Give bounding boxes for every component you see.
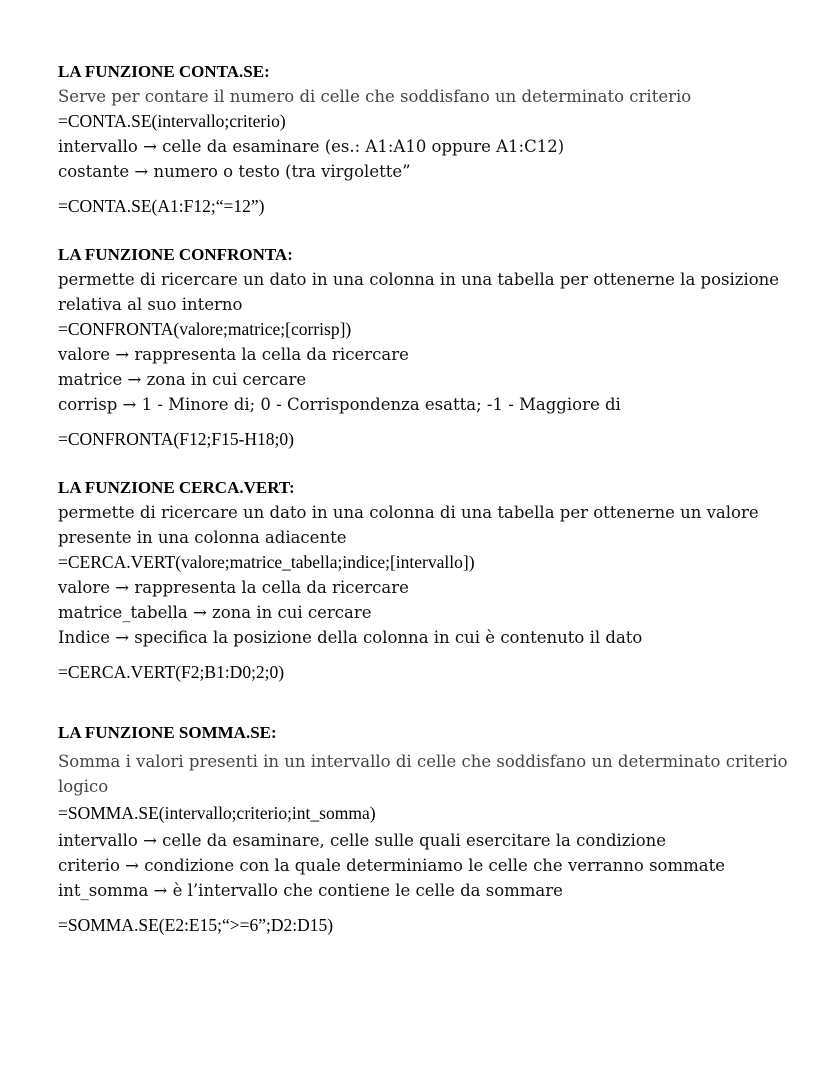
syntax-line: =CERCA.VERT(valore;matrice_tabella;indice;[intervallo]) bbox=[58, 552, 475, 572]
param-line: criterio → condizione con la quale determiniamo le celle che verranno sommate bbox=[58, 856, 726, 875]
param-line: costante → numero o testo (tra virgolette” bbox=[58, 162, 411, 181]
section-cerca-vert bbox=[58, 476, 798, 685]
document-page bbox=[58, 60, 798, 938]
param-line: int_somma → è l’intervallo che contiene le celle da sommare bbox=[58, 881, 563, 900]
example-formula: =CERCA.VERT(F2;B1:D0;2;0) bbox=[58, 662, 285, 682]
section-description: permette di ricercare un dato in una colonna in una tabella per ottenerne la posizione relativa al suo interno bbox=[58, 270, 780, 314]
example-formula: =CONFRONTA(F12;F15-H18;0) bbox=[58, 429, 294, 449]
section-heading: LA FUNZIONE CONFRONTA: bbox=[58, 245, 293, 264]
syntax-line: =CONTA.SE(intervallo;criterio) bbox=[58, 111, 286, 131]
syntax-line: =SOMMA.SE(intervallo;criterio;int_somma) bbox=[58, 803, 376, 823]
param-line: matrice_tabella → zona in cui cercare bbox=[58, 603, 372, 622]
section-heading: LA FUNZIONE CERCA.VERT: bbox=[58, 478, 295, 497]
param-line: corrisp → 1 - Minore di; 0 - Corrispondenza esatta; -1 - Maggiore di bbox=[58, 395, 621, 414]
param-line: intervallo → celle da esaminare (es.: A1:A10 oppure A1:C12) bbox=[58, 137, 565, 156]
example-formula: =SOMMA.SE(E2:E15;“>=6”;D2:D15) bbox=[58, 915, 334, 935]
section-description: permette di ricercare un dato in una colonna di una tabella per ottenerne un valore presente in una colonna adiacente bbox=[58, 503, 759, 547]
example-formula: =CONTA.SE(A1:F12;“=12”) bbox=[58, 196, 265, 216]
param-line: valore → rappresenta la cella da ricercare bbox=[58, 578, 409, 597]
section-conta-se bbox=[58, 60, 798, 219]
param-line: intervallo → celle da esaminare, celle sulle quali esercitare la condizione bbox=[58, 831, 667, 850]
section-heading: LA FUNZIONE CONTA.SE: bbox=[58, 62, 270, 81]
section-somma-se bbox=[58, 721, 798, 938]
param-line: Indice → specifica la posizione della colonna in cui è contenuto il dato bbox=[58, 628, 643, 647]
param-line: matrice → zona in cui cercare bbox=[58, 370, 307, 389]
syntax-line: =CONFRONTA(valore;matrice;[corrisp]) bbox=[58, 319, 352, 339]
section-description: Somma i valori presenti in un intervallo di celle che soddisfano un determinato criterio logico bbox=[58, 752, 788, 796]
section-description: Serve per contare il numero di celle che soddisfano un determinato criterio bbox=[58, 87, 692, 106]
param-line: valore → rappresenta la cella da ricercare bbox=[58, 345, 409, 364]
section-confronta bbox=[58, 243, 798, 452]
section-heading: LA FUNZIONE SOMMA.SE: bbox=[58, 723, 277, 742]
